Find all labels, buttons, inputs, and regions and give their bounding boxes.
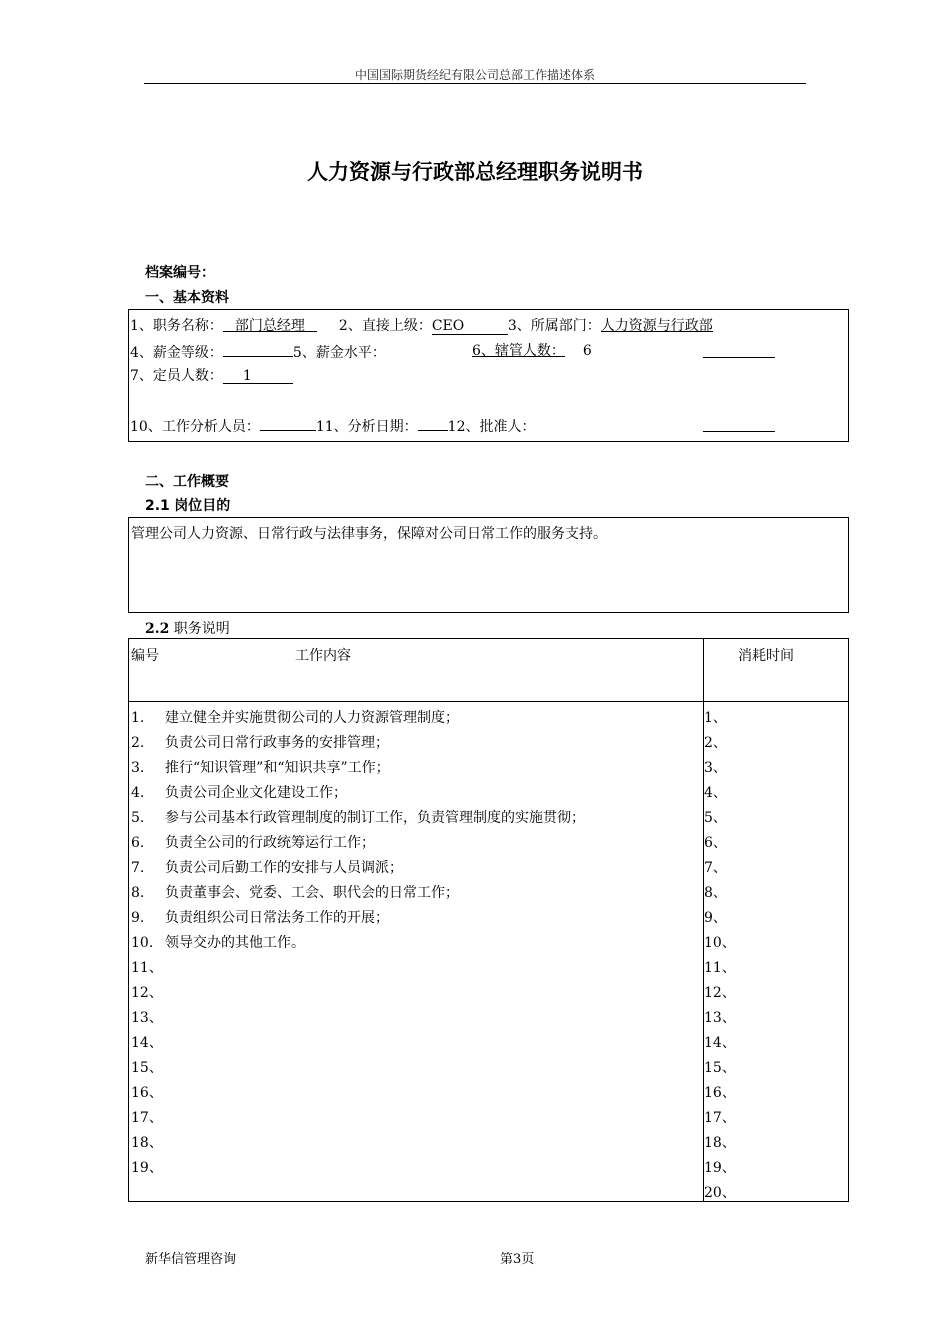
duty-number: 9. — [131, 910, 145, 926]
duty-text: 负责公司日常行政事务的安排管理； — [165, 735, 389, 751]
subordinates-value: 6 — [582, 343, 592, 359]
analyst-blank — [260, 414, 316, 431]
footer-page-number: 第3页 — [500, 1252, 535, 1267]
duty-row — [131, 1082, 163, 1102]
department-value: 人力资源与行政部 — [601, 315, 713, 332]
duty-number: 3. — [131, 760, 145, 776]
basic-info-row-3 — [130, 365, 293, 385]
time-cell: 5、 — [704, 810, 727, 826]
time-cell: 12、 — [704, 985, 736, 1001]
duty-number: 6. — [131, 835, 145, 851]
duty-row — [131, 1032, 163, 1052]
time-cell: 14、 — [704, 1035, 736, 1051]
duty-row — [131, 1107, 163, 1127]
duty-number: 1. — [131, 710, 145, 726]
time-cell: 11、 — [704, 960, 736, 976]
duty-number: 7. — [131, 860, 145, 876]
analysis-date-label: 11、分析日期： — [315, 419, 418, 435]
salary-level-label: 5、薪金水平： — [292, 345, 386, 361]
duty-row — [131, 1132, 163, 1152]
subordinates-field — [472, 340, 592, 359]
duty-number: 14、 — [131, 1035, 163, 1051]
duty-row — [131, 832, 375, 852]
duty-number: 4. — [131, 785, 145, 801]
col-header-content: 工作内容 — [295, 648, 351, 664]
file-number-label: 档案编号： — [145, 265, 215, 281]
subordinates-label: 6、辖管人数： — [472, 340, 565, 357]
duty-row — [131, 907, 389, 927]
duty-number: 5. — [131, 810, 145, 826]
time-cell: 1、 — [704, 710, 727, 726]
time-cell: 7、 — [704, 860, 727, 876]
duty-number: 10. — [131, 935, 154, 951]
duty-number: 13、 — [131, 1010, 163, 1026]
headcount-value: 1 — [223, 368, 293, 384]
duty-number: 8. — [131, 885, 145, 901]
duty-text: 建立健全并实施贯彻公司的人力资源管理制度； — [165, 710, 459, 726]
time-cell: 10、 — [704, 935, 736, 951]
approver-blank — [703, 431, 775, 432]
position-name-label: 1、职务名称： — [130, 318, 223, 334]
document-title: 人力资源与行政部总经理职务说明书 — [307, 160, 643, 184]
time-cell: 9、 — [704, 910, 727, 926]
section-job-summary-heading: 二、工作概要 — [145, 474, 229, 490]
duty-row — [131, 1057, 163, 1077]
duty-number: 12、 — [131, 985, 163, 1001]
duty-row — [131, 1157, 163, 1177]
purpose-text: 管理公司人力资源、日常行政与法律事务，保障对公司日常工作的服务支持。 — [131, 526, 607, 542]
duty-row — [131, 1007, 163, 1027]
basic-info-row-2 — [130, 340, 386, 362]
time-cell: 19、 — [704, 1160, 736, 1176]
duty-number: 15、 — [131, 1060, 163, 1076]
salary-grade-label: 4、薪金等级： — [130, 345, 223, 361]
duty-row — [131, 882, 459, 902]
duties-table-header-divider — [128, 701, 849, 702]
col-header-time: 消耗时间 — [738, 648, 794, 664]
duty-row — [131, 807, 585, 827]
duty-row — [131, 707, 459, 727]
duties-heading: 2.2 职务说明 — [145, 621, 230, 637]
headcount-label: 7、定员人数： — [130, 368, 223, 384]
footer-company: 新华信管理咨询 — [145, 1252, 237, 1267]
col-header-number: 编号 — [131, 648, 159, 664]
duty-text: 负责董事会、党委、工会、职代会的日常工作； — [165, 885, 459, 901]
supervisor-value: CEO — [432, 318, 508, 335]
time-cell: 4、 — [704, 785, 727, 801]
time-cell: 16、 — [704, 1085, 736, 1101]
purpose-heading: 2.1 岗位目的 — [145, 498, 231, 514]
duty-number: 11、 — [131, 960, 163, 976]
duty-number: 2. — [131, 735, 145, 751]
salary-grade-blank — [223, 340, 293, 357]
time-cell: 3、 — [704, 760, 727, 776]
time-cell: 2、 — [704, 735, 727, 751]
duty-text: 负责公司后勤工作的安排与人员调派； — [165, 860, 403, 876]
position-name-value: 部门总经理 — [223, 315, 317, 332]
duty-text: 推行“知识管理”和“知识共享”工作； — [165, 760, 390, 776]
header-divider — [144, 83, 806, 84]
time-cell: 15、 — [704, 1060, 736, 1076]
duty-text: 负责公司企业文化建设工作； — [165, 785, 347, 801]
duty-row — [131, 757, 390, 777]
time-cell: 20、 — [704, 1185, 736, 1201]
duty-text: 领导交办的其他工作。 — [165, 935, 305, 951]
basic-info-row-1 — [130, 315, 713, 335]
supervisor-label: 2、直接上级： — [338, 318, 432, 334]
section-basic-info-heading: 一、基本资料 — [145, 290, 229, 306]
page-header: 中国国际期货经纪有限公司总部工作描述体系 — [354, 68, 595, 82]
analysis-date-blank — [418, 414, 448, 431]
duty-row — [131, 982, 163, 1002]
approver-label: 12、批准人： — [447, 419, 536, 435]
duty-row — [131, 857, 403, 877]
duty-number: 17、 — [131, 1110, 163, 1126]
duty-text: 负责组织公司日常法务工作的开展； — [165, 910, 389, 926]
analyst-label: 10、工作分析人员： — [130, 419, 260, 435]
duty-row — [131, 957, 163, 977]
duty-row — [131, 732, 389, 752]
duty-row — [131, 932, 305, 952]
time-cell: 8、 — [704, 885, 727, 901]
time-cell: 6、 — [704, 835, 727, 851]
duty-number: 18、 — [131, 1135, 163, 1151]
duty-text: 参与公司基本行政管理制度的制订工作，负责管理制度的实施贯彻； — [165, 810, 585, 826]
department-label: 3、所属部门： — [507, 318, 601, 334]
duty-number: 16、 — [131, 1085, 163, 1101]
duty-row — [131, 782, 347, 802]
time-cell: 17、 — [704, 1110, 736, 1126]
duty-text: 负责全公司的行政统筹运行工作； — [165, 835, 375, 851]
basic-info-row-4 — [130, 414, 535, 436]
time-cell: 18、 — [704, 1135, 736, 1151]
duty-number: 19、 — [131, 1160, 163, 1176]
row2-right-blank — [703, 357, 775, 358]
time-cell: 13、 — [704, 1010, 736, 1026]
